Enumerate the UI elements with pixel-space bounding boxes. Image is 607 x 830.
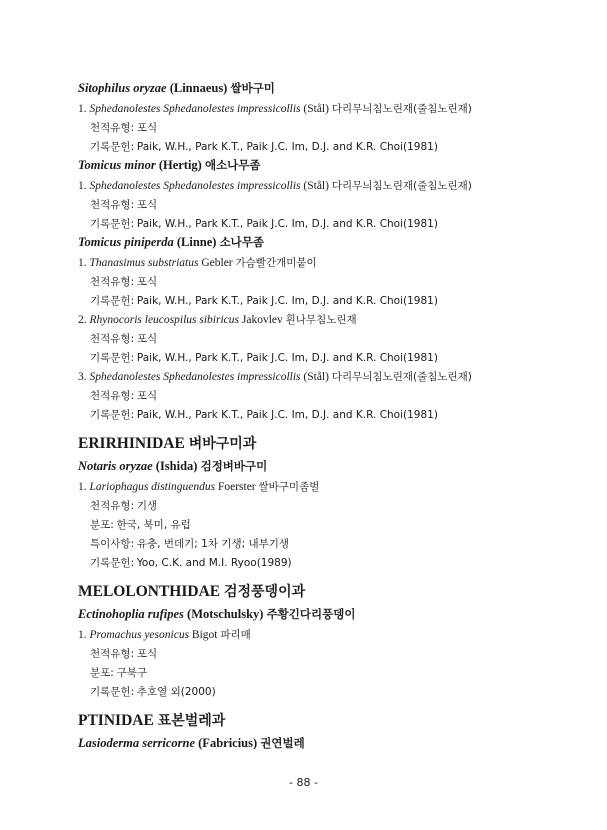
species-korean-name: 애소나무좀 bbox=[204, 158, 261, 172]
detail-label: 기록문헌: bbox=[90, 557, 135, 569]
entry-scientific-name: Sphedanolestes Sphedanolestes impressicollis bbox=[89, 180, 301, 192]
entry-scientific-name: Sphedanolestes Sphedanolestes impressicollis bbox=[89, 371, 301, 383]
detail-label: 분포: bbox=[90, 667, 114, 679]
entry-detail bbox=[90, 664, 538, 683]
family-heading bbox=[78, 582, 538, 602]
species-korean-name: 주황긴다리풍뎅이 bbox=[266, 607, 356, 621]
species-heading bbox=[78, 157, 538, 173]
natural-enemy-entry bbox=[78, 177, 538, 196]
natural-enemy-entry bbox=[78, 254, 538, 273]
detail-label: 천적유형: bbox=[90, 333, 135, 345]
detail-value: Paik, W.H., Park K.T., Paik J.C. Im, D.J. and K.R. Choi(1981) bbox=[136, 295, 438, 307]
entry-detail bbox=[90, 215, 538, 234]
entry-detail bbox=[90, 292, 538, 311]
entry-scientific-name: Rhynocoris leucospilus sibiricus bbox=[89, 314, 239, 326]
detail-label: 천적유형: bbox=[90, 500, 135, 512]
detail-value: 구북구 bbox=[116, 667, 148, 679]
entry-number: 3. bbox=[78, 371, 87, 383]
detail-label: 기록문헌: bbox=[90, 409, 135, 421]
natural-enemy-entry bbox=[78, 626, 538, 645]
entry-detail bbox=[90, 535, 538, 554]
entry-author: (Stål) bbox=[303, 371, 329, 383]
entry-korean-name: 다리무늬침노린재(줄침노린재) bbox=[331, 180, 472, 192]
species-korean-name: 검정벼바구미 bbox=[200, 459, 268, 473]
species-scientific-name: Notaris oryzae bbox=[78, 459, 153, 473]
family-heading bbox=[78, 711, 538, 731]
family-korean-name: 표본벌레과 bbox=[157, 713, 226, 729]
species-korean-name: 쌀바구미 bbox=[230, 81, 275, 95]
detail-label: 기록문헌: bbox=[90, 352, 135, 364]
entry-number: 1. bbox=[78, 257, 87, 269]
entry-author: Foerster bbox=[217, 481, 256, 493]
detail-label: 기록문헌: bbox=[90, 218, 135, 230]
entry-korean-name: 다리무늬침노린재(줄침노린재) bbox=[331, 103, 472, 115]
species-scientific-name: Tomicus piniperda bbox=[78, 235, 174, 249]
natural-enemy-entry bbox=[78, 478, 538, 497]
entry-number: 1. bbox=[78, 103, 87, 115]
detail-label: 천적유형: bbox=[90, 276, 135, 288]
entry-detail bbox=[90, 119, 538, 138]
family-name: ERIRHINIDAE bbox=[78, 435, 185, 452]
species-korean-name: 소나무좀 bbox=[219, 235, 265, 249]
species-heading bbox=[78, 234, 538, 250]
species-author: (Fabricius) bbox=[198, 736, 258, 750]
detail-label: 천적유형: bbox=[90, 199, 135, 211]
species-heading bbox=[78, 80, 538, 96]
detail-label: 기록문헌: bbox=[90, 141, 135, 153]
detail-label: 기록문헌: bbox=[90, 686, 135, 698]
natural-enemy-entry bbox=[78, 368, 538, 387]
natural-enemy-entry bbox=[78, 311, 538, 330]
entry-korean-name: 다리무늬침노린재(줄침노린재) bbox=[331, 371, 472, 383]
species-author: (Linnaeus) bbox=[169, 81, 228, 95]
detail-value: Paik, W.H., Park K.T., Paik J.C. Im, D.J. and K.R. Choi(1981) bbox=[136, 141, 438, 153]
detail-value: 포식 bbox=[136, 276, 158, 288]
entry-korean-name: 쌀바구미좀벌 bbox=[258, 481, 320, 493]
species-heading bbox=[78, 606, 538, 622]
species-author: (Hertig) bbox=[158, 158, 202, 172]
entry-detail bbox=[90, 273, 538, 292]
species-scientific-name: Sitophilus oryzae bbox=[78, 81, 167, 95]
detail-value: 기생 bbox=[136, 500, 158, 512]
entry-detail bbox=[90, 330, 538, 349]
family-korean-name: 벼바구미과 bbox=[188, 436, 257, 452]
entry-detail bbox=[90, 196, 538, 215]
detail-value: 포식 bbox=[136, 648, 158, 660]
entry-author: (Stål) bbox=[303, 103, 329, 115]
detail-value: Paik, W.H., Park K.T., Paik J.C. Im, D.J. and K.R. Choi(1981) bbox=[136, 352, 438, 364]
detail-value: 유충, 번데기; 1차 기생; 내부기생 bbox=[136, 538, 290, 550]
entry-author: Bigot bbox=[191, 629, 218, 641]
detail-label: 천적유형: bbox=[90, 648, 135, 660]
entry-korean-name: 가슴빨간개미붙이 bbox=[235, 257, 317, 269]
entry-detail bbox=[90, 554, 538, 573]
species-scientific-name: Tomicus minor bbox=[78, 158, 156, 172]
entry-scientific-name: Promachus yesonicus bbox=[89, 629, 190, 641]
detail-value: Paik, W.H., Park K.T., Paik J.C. Im, D.J. and K.R. Choi(1981) bbox=[136, 218, 438, 230]
entry-detail bbox=[90, 138, 538, 157]
entry-detail bbox=[90, 387, 538, 406]
detail-value: 포식 bbox=[136, 390, 158, 402]
detail-value: 추호열 외(2000) bbox=[136, 686, 216, 698]
entry-number: 1. bbox=[78, 481, 87, 493]
entry-scientific-name: Thanasimus substriatus bbox=[89, 257, 199, 269]
family-name: PTINIDAE bbox=[78, 712, 154, 729]
detail-value: 한국, 북미, 유럽 bbox=[116, 519, 191, 531]
species-author: (Linne) bbox=[176, 235, 217, 249]
page-number: - 88 - bbox=[289, 776, 318, 789]
species-scientific-name: Lasioderma serricorne bbox=[78, 736, 196, 750]
detail-value: 포식 bbox=[136, 333, 158, 345]
entry-scientific-name: Sphedanolestes Sphedanolestes impressicollis bbox=[89, 103, 301, 115]
entry-detail bbox=[90, 349, 538, 368]
species-author: (Ishida) bbox=[155, 459, 198, 473]
species-heading bbox=[78, 458, 538, 474]
detail-value: Paik, W.H., Park K.T., Paik J.C. Im, D.J. and K.R. Choi(1981) bbox=[136, 409, 438, 421]
detail-label: 기록문헌: bbox=[90, 295, 135, 307]
entry-number: 2. bbox=[78, 314, 87, 326]
entry-scientific-name: Lariophagus distinguendus bbox=[89, 481, 216, 493]
detail-label: 천적유형: bbox=[90, 122, 135, 134]
entry-korean-name: 파리매 bbox=[220, 629, 251, 641]
detail-label: 분포: bbox=[90, 519, 114, 531]
entry-number: 1. bbox=[78, 629, 87, 641]
detail-value: 포식 bbox=[136, 199, 158, 211]
entry-detail bbox=[90, 516, 538, 535]
entry-korean-name: 흰나무침노린재 bbox=[285, 314, 357, 326]
entry-detail bbox=[90, 497, 538, 516]
detail-value: 포식 bbox=[136, 122, 158, 134]
detail-label: 천적유형: bbox=[90, 390, 135, 402]
entry-detail bbox=[90, 406, 538, 425]
natural-enemy-entry bbox=[78, 100, 538, 119]
species-scientific-name: Ectinohoplia rufipes bbox=[78, 607, 184, 621]
entry-author: Gebler bbox=[201, 257, 233, 269]
family-heading bbox=[78, 434, 538, 454]
family-korean-name: 검정풍뎅이과 bbox=[223, 584, 306, 600]
entry-author: (Stål) bbox=[303, 180, 329, 192]
entry-number: 1. bbox=[78, 180, 87, 192]
entry-author: Jakovlev bbox=[241, 314, 283, 326]
detail-label: 특이사항: bbox=[90, 538, 135, 550]
species-korean-name: 권연벌레 bbox=[260, 736, 305, 750]
family-name: MELOLONTHIDAE bbox=[78, 583, 221, 600]
document-content bbox=[78, 80, 538, 755]
entry-detail bbox=[90, 683, 538, 702]
detail-value: Yoo, C.K. and M.I. Ryoo(1989) bbox=[136, 557, 292, 569]
species-author: (Motschulsky) bbox=[187, 607, 264, 621]
species-heading bbox=[78, 735, 538, 751]
entry-detail bbox=[90, 645, 538, 664]
